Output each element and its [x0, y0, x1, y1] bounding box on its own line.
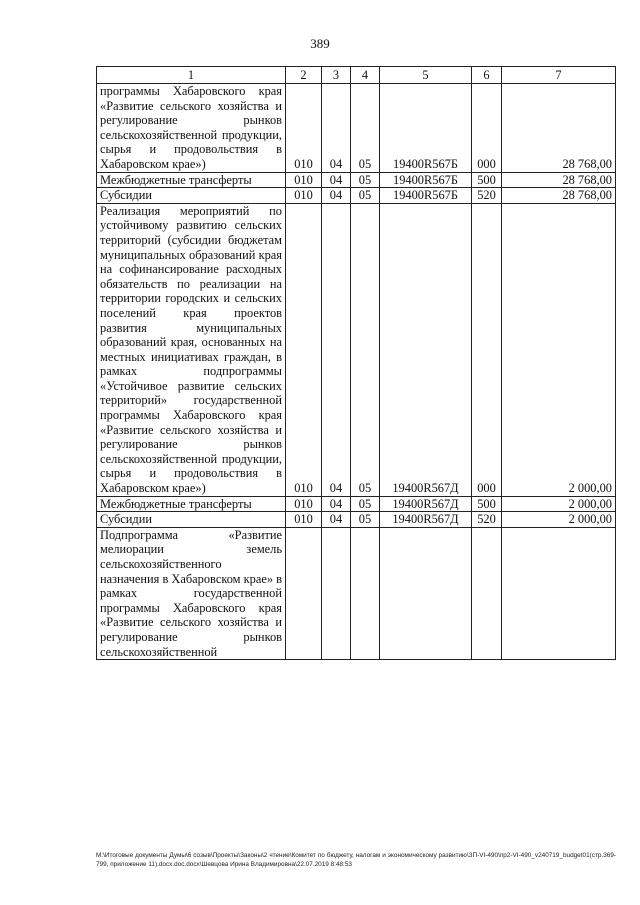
row-subsection: 05: [351, 512, 380, 528]
table-row: [97, 84, 616, 173]
row-target-article: 19400R567Б: [380, 172, 472, 188]
table-row: [97, 172, 616, 188]
row-description: программы Хабаровского края «Развитие сельского хозяйства и регулирование рынков сельскохозяйственной продукции, сырья и продовольствия в Хабаровском крае»): [97, 84, 286, 173]
row-section: 04: [322, 496, 351, 512]
row-admin-code: 010: [286, 496, 322, 512]
row-section: 04: [322, 172, 351, 188]
row-expense-type: 000: [472, 84, 502, 173]
row-section: 04: [322, 512, 351, 528]
header-cell: 3: [322, 67, 351, 84]
row-admin-code: 010: [286, 84, 322, 173]
row-expense-type: 520: [472, 512, 502, 528]
header-cell: 1: [97, 67, 286, 84]
row-target-article: 19400R567Б: [380, 84, 472, 173]
row-target-article: 19400R567Д: [380, 203, 472, 496]
row-amount: 28 768,00: [502, 84, 616, 173]
row-subsection: 05: [351, 188, 380, 204]
row-description: Субсидии: [97, 188, 286, 204]
table-header-row: [97, 67, 616, 84]
row-expense-type: 000: [472, 203, 502, 496]
row-description: Субсидии: [97, 512, 286, 528]
row-subsection: 05: [351, 203, 380, 496]
table-row: [97, 203, 616, 496]
row-amount: 28 768,00: [502, 172, 616, 188]
row-subsection: 05: [351, 84, 380, 173]
row-section: 04: [322, 84, 351, 173]
row-section: 04: [322, 203, 351, 496]
row-target-article: 19400R567Д: [380, 496, 472, 512]
row-target-article: [380, 527, 472, 659]
header-cell: 4: [351, 67, 380, 84]
row-amount: 2 000,00: [502, 496, 616, 512]
row-admin-code: 010: [286, 512, 322, 528]
row-target-article: 19400R567Д: [380, 512, 472, 528]
row-description: Межбюджетные трансферты: [97, 496, 286, 512]
row-subsection: [351, 527, 380, 659]
row-subsection: 05: [351, 172, 380, 188]
header-cell: 7: [502, 67, 616, 84]
row-admin-code: 010: [286, 188, 322, 204]
file-path-footer: М:\Итоговые документы Думы\6 созыв\Проекты\Законы\2 чтение\Комитет по бюджету, налогам и экономическому развитию\ЗП-VI-490\пр2-VI-490_v240719_budget01(стр.369-799, приложение 11).docx.doc.docx\Шевцова Ирина Владимировна\22.07.2019 8:48:53: [96, 852, 616, 868]
row-description: Реализация мероприятий по устойчивому развитию сельских территорий (субсидии бюджетам муниципальных образований края на софинансирование расходных обязательств по реализации на территории городских и сельских поселений края проектов развития муниципальных образований края, основанных на местных инициативах граждан, в рамках подпрограммы «Устойчивое развитие сельских территорий» государственной программы Хабаровского края «Развитие сельского хозяйства и регулирование рынков сельскохозяйственной продукции, сырья и продовольствия в Хабаровском крае»): [97, 203, 286, 496]
row-amount: 2 000,00: [502, 203, 616, 496]
row-expense-type: 500: [472, 172, 502, 188]
row-admin-code: 010: [286, 172, 322, 188]
header-cell: 5: [380, 67, 472, 84]
row-description: Межбюджетные трансферты: [97, 172, 286, 188]
row-amount: 2 000,00: [502, 512, 616, 528]
row-admin-code: [286, 527, 322, 659]
table-row: [97, 527, 616, 659]
row-admin-code: 010: [286, 203, 322, 496]
row-expense-type: 520: [472, 188, 502, 204]
row-subsection: 05: [351, 496, 380, 512]
row-target-article: 19400R567Б: [380, 188, 472, 204]
budget-table: [96, 66, 616, 660]
row-amount: 28 768,00: [502, 188, 616, 204]
row-section: [322, 527, 351, 659]
row-section: 04: [322, 188, 351, 204]
table-row: [97, 512, 616, 528]
table-row: [97, 496, 616, 512]
row-amount: [502, 527, 616, 659]
row-description: Подпрограмма «Развитие мелиорации земель сельскохозяйственного назначения в Хабаровском крае» в рамках государственной программы Хабаровского края «Развитие сельского хозяйства и регулирование рынков сельскохозяйственной: [97, 527, 286, 659]
row-expense-type: 500: [472, 496, 502, 512]
row-expense-type: [472, 527, 502, 659]
page-number: 389: [310, 36, 330, 51]
header-cell: 2: [286, 67, 322, 84]
header-cell: 6: [472, 67, 502, 84]
table-row: [97, 188, 616, 204]
